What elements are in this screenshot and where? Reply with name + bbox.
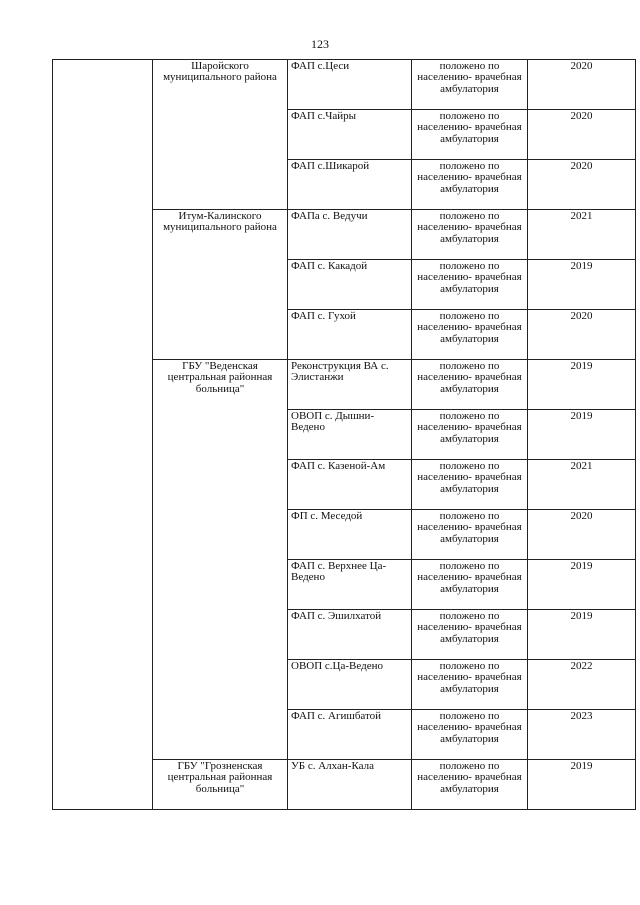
page-number: 123 <box>311 37 329 51</box>
object-cell: ФАП с. Какадой <box>288 260 412 310</box>
year-cell: 2023 <box>528 710 636 760</box>
object-cell: ФАП с.Чайры <box>288 110 412 160</box>
status-cell: положено по населению- врачебная амбулатория <box>412 660 528 710</box>
object-cell: ФАП с. Верхнее Ца-Ведено <box>288 560 412 610</box>
object-cell: ОВОП с.Ца-Ведено <box>288 660 412 710</box>
year-cell: 2019 <box>528 760 636 810</box>
status-cell: положено по населению- врачебная амбулатория <box>412 360 528 410</box>
object-cell: ФАП с. Эшилхатой <box>288 610 412 660</box>
year-cell: 2020 <box>528 310 636 360</box>
year-cell: 2020 <box>528 110 636 160</box>
facilities-table <box>52 59 636 810</box>
status-cell: положено по населению- врачебная амбулатория <box>412 510 528 560</box>
blank-column-cell <box>53 60 153 810</box>
object-cell: ФАП с. Казеной-Ам <box>288 460 412 510</box>
object-cell: ФАП с. Гухой <box>288 310 412 360</box>
status-cell: положено по населению- врачебная амбулатория <box>412 710 528 760</box>
year-cell: 2020 <box>528 60 636 110</box>
year-cell: 2019 <box>528 360 636 410</box>
object-cell: УБ с. Алхан-Кала <box>288 760 412 810</box>
organization-cell: Шаройского муниципального района <box>153 60 288 210</box>
status-cell: положено по населению- врачебная амбулатория <box>412 760 528 810</box>
status-cell: положено по населению- врачебная амбулатория <box>412 410 528 460</box>
organization-cell: ГБУ "Веденская центральная районная больница" <box>153 360 288 760</box>
table-body <box>53 60 636 810</box>
year-cell: 2020 <box>528 510 636 560</box>
organization-cell: Итум-Калинского муниципального района <box>153 210 288 360</box>
year-cell: 2019 <box>528 410 636 460</box>
status-cell: положено по населению- врачебная амбулатория <box>412 460 528 510</box>
status-cell: положено по населению- врачебная амбулатория <box>412 610 528 660</box>
status-cell: положено по населению- врачебная амбулатория <box>412 60 528 110</box>
year-cell: 2019 <box>528 610 636 660</box>
year-cell: 2019 <box>528 260 636 310</box>
year-cell: 2021 <box>528 460 636 510</box>
object-cell: ФАП с.Цеси <box>288 60 412 110</box>
object-cell: ФП с. Меседой <box>288 510 412 560</box>
object-cell: ФАП с.Шикарой <box>288 160 412 210</box>
status-cell: положено по населению- врачебная амбулатория <box>412 260 528 310</box>
organization-cell: ГБУ "Грозненская центральная районная больница" <box>153 760 288 810</box>
year-cell: 2020 <box>528 160 636 210</box>
year-cell: 2022 <box>528 660 636 710</box>
status-cell: положено по населению- врачебная амбулатория <box>412 310 528 360</box>
table-row <box>53 60 636 110</box>
object-cell: ФАП с. Агишбатой <box>288 710 412 760</box>
object-cell: Реконструкция ВА с. Элистанжи <box>288 360 412 410</box>
status-cell: положено по населению- врачебная амбулатория <box>412 110 528 160</box>
status-cell: положено по населению- врачебная амбулатория <box>412 210 528 260</box>
status-cell: положено по населению- врачебная амбулатория <box>412 160 528 210</box>
year-cell: 2021 <box>528 210 636 260</box>
object-cell: ФАПа с. Ведучи <box>288 210 412 260</box>
year-cell: 2019 <box>528 560 636 610</box>
object-cell: ОВОП с. Дышни-Ведено <box>288 410 412 460</box>
status-cell: положено по населению- врачебная амбулатория <box>412 560 528 610</box>
